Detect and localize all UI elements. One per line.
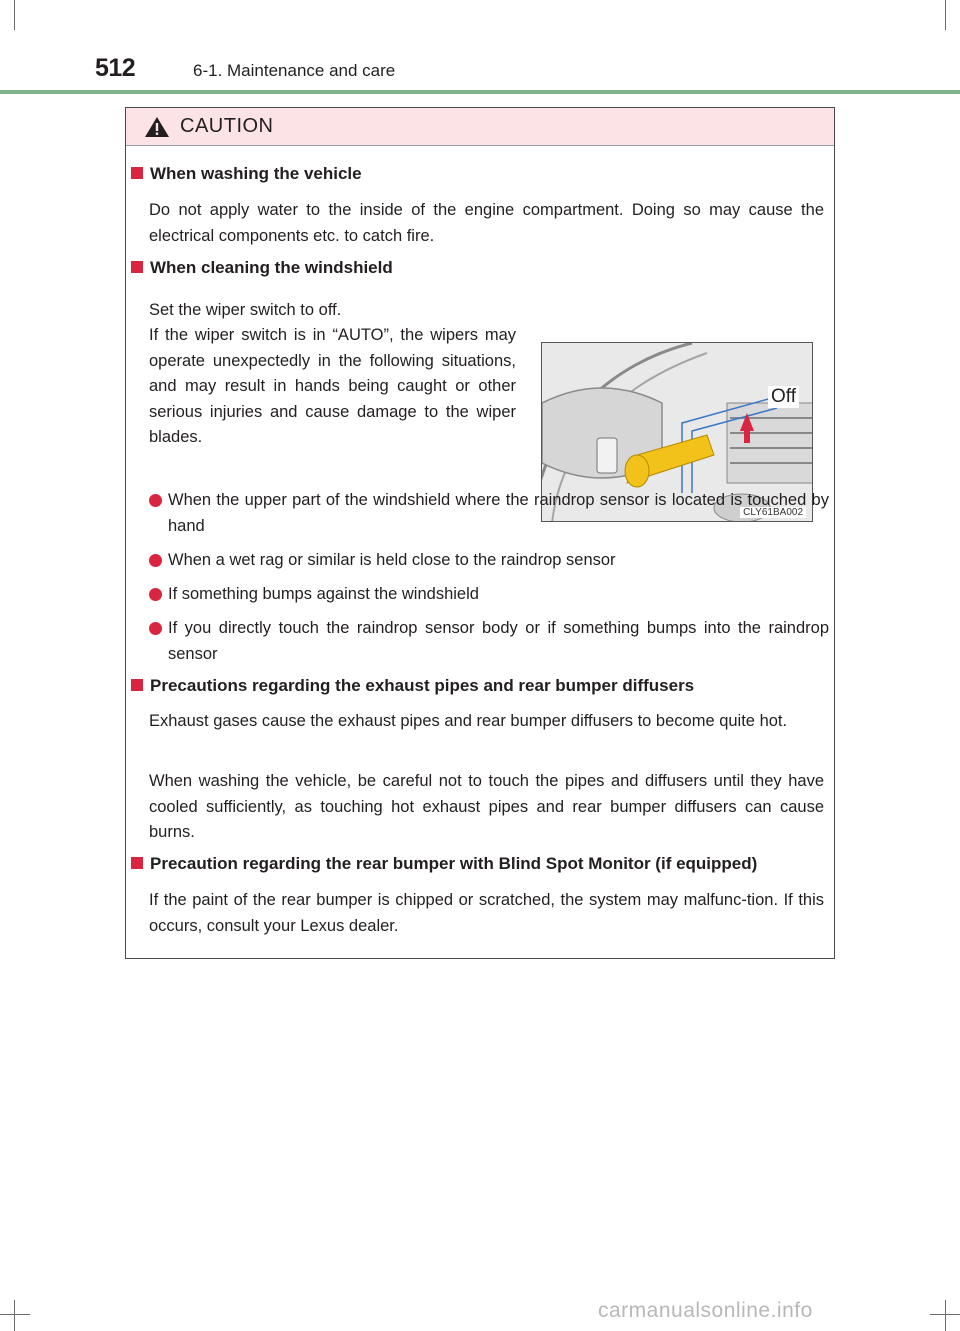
paragraph: When washing the vehicle, be careful not to touch the pipes and diffusers until they have cooled sufficiently, as touching hot exhaust pipes and rear bumper diffusers can cause burns.	[149, 772, 824, 841]
bullet-dot-icon	[149, 494, 162, 507]
square-bullet-icon	[131, 167, 143, 179]
off-label: Off	[768, 386, 799, 408]
section-heading: Precautions regarding the exhaust pipes and rear bumper diffusers	[131, 676, 694, 696]
square-bullet-icon	[131, 857, 143, 869]
crop-mark	[945, 1300, 946, 1331]
list-item: If something bumps against the windshield	[149, 582, 829, 608]
page-number: 512	[95, 54, 136, 82]
crop-mark	[14, 1300, 15, 1331]
square-bullet-icon	[131, 679, 143, 691]
figure-code: CLY61BA002	[740, 507, 806, 518]
warning-triangle-icon	[144, 116, 170, 138]
bullet-dot-icon	[149, 622, 162, 635]
watermark: carmanualsonline.info	[598, 1299, 813, 1322]
paragraph: If the wiper switch is in “AUTO”, the wipers may operate unexpectedly in the following situations, and may result in hands being caught or other serious injuries and cause damage to the wiper blades.	[149, 326, 516, 446]
list-item: When the upper part of the windshield where the raindrop sensor is located is touched by hand	[149, 488, 829, 539]
section-heading: When cleaning the windshield	[131, 258, 393, 278]
list-item: When a wet rag or similar is held close to the raindrop sensor	[149, 548, 829, 574]
section-heading: Precaution regarding the rear bumper with Blind Spot Monitor (if equipped)	[131, 854, 757, 874]
section-title: 6-1. Maintenance and care	[193, 61, 396, 80]
paragraph: Do not apply water to the inside of the engine compartment. Doing so may cause the electrical components etc. to catch fire.	[149, 201, 824, 245]
crop-mark	[14, 0, 15, 30]
caution-label: CAUTION	[180, 115, 274, 137]
crop-mark	[0, 1314, 30, 1315]
paragraph: If the paint of the rear bumper is chipped or scratched, the system may malfunc-tion. If this occurs, consult your Lexus dealer.	[149, 891, 824, 935]
section-heading: When washing the vehicle	[131, 164, 362, 184]
list-item: If you directly touch the raindrop sensor body or if something bumps into the raindrop sensor	[149, 616, 829, 667]
caution-header	[126, 108, 834, 146]
square-bullet-icon	[131, 261, 143, 273]
caution-box	[125, 107, 835, 959]
header-rule	[0, 90, 960, 94]
bullet-dot-icon	[149, 588, 162, 601]
paragraph: Exhaust gases cause the exhaust pipes and rear bumper diffusers to become quite hot.	[149, 712, 788, 730]
paragraph: Set the wiper switch to off.	[149, 301, 342, 319]
bullet-dot-icon	[149, 554, 162, 567]
crop-mark	[945, 0, 946, 30]
